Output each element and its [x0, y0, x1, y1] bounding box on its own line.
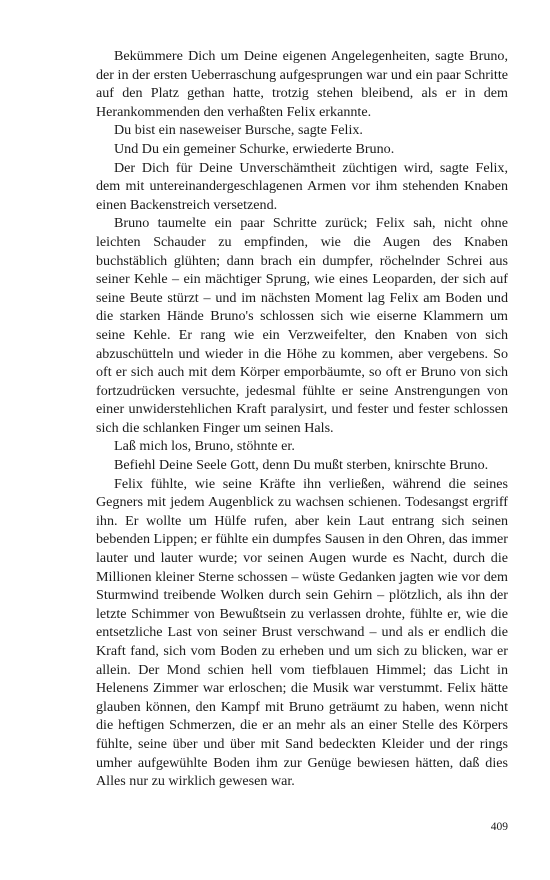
paragraph: Felix fühlte, wie seine Kräfte ihn verließen, während die seines Gegners mit jedem Augenblick zu wachsen schienen. Todesangst ergriff ihn. Er wollte um Hülfe rufen, aber kein Laut entrang sich seinen bebenden Lippen; er fühlte ein dumpfes Sausen in den Ohren, das immer lauter und lauter wurde; vor seinen Augen wurde es Nacht, durch die Millionen kleiner Sterne schossen – wüste Gedanken jagten wie vor dem Sturmwind treibende Wolken durch sein Gehirn – plötzlich, als ihn der letzte Schimmer von Bewußtsein zu verlassen drohte, fühlte er, wie die entsetzliche Last von seiner Brust verschwand – und als er endlich die Kraft fand, sich vom Boden zu erheben und um sich zu blicken, war er allein. Der Mond schien hell vom tiefblauen Himmel; das Licht in Helenens Zimmer war erloschen; die Musik war verstummt. Felix hätte glauben können, den Kampf mit Bruno geträumt zu haben, wenn nicht die heftigen Schmerzen, die er an mehr als an einer Stelle des Körpers fühlte, seine über und über mit Sand bedeckten Kleider und der rings umher aufgewühlte Boden ihm zur Genüge bewiesen hätten, daß dies Alles nur zu wirklich gewesen war.: [96, 475, 508, 790]
body-text: [96, 47, 508, 791]
paragraph: Du bist ein naseweiser Bursche, sagte Felix.: [114, 122, 363, 139]
paragraph: Bruno taumelte ein paar Schritte zurück; Felix sah, nicht ohne leichten Schauder zu empfinden, wie die Augen des Knaben buchstäblich glühten; dann brach ein dumpfer, röchelnder Schrei aus seiner Kehle – ein mächtiger Sprung, wie eines Leoparden, der sich auf seine Beute stürzt – und im nächsten Moment lag Felix am Boden und die starken Hände Bruno's schlossen sich wie eiserne Klammern um seine Kehle. Er rang wie ein Verzweifelter, den Knaben von sich abzuschütteln und wieder in die Höhe zu kommen, aber vergebens. So oft er sich auch mit dem Körper emporbäumte, so oft er Bruno von sich fortzudrücken versuchte, jedesmal fühlte er seine Anstrengungen von einer unwiderstehlichen Kraft paralysirt, und fester und fester schlossen sich die schlanken Finger um seinen Hals.: [96, 215, 508, 436]
page-number: 409: [490, 821, 508, 833]
paragraph: Befiehl Deine Seele Gott, denn Du mußt sterben, knirschte Bruno.: [114, 457, 489, 474]
paragraph: Laß mich los, Bruno, stöhnte er.: [114, 438, 295, 455]
paragraph: Und Du ein gemeiner Schurke, erwiederte Bruno.: [114, 140, 395, 157]
paragraph: Der Dich für Deine Unverschämtheit züchtigen wird, sagte Felix, dem mit untereinandergeschlagenen Armen vor ihm stehenden Knaben einen Backenstreich versetzend.: [96, 159, 508, 213]
paragraph: Bekümmere Dich um Deine eigenen Angelegenheiten, sagte Bruno, der in der ersten Ueberraschung aufgesprungen war und ein paar Schritte auf den Platz gethan hatte, trotzig stehen bleibend, als er in dem Herankommenden den verhaßten Felix erkannte.: [96, 48, 508, 120]
